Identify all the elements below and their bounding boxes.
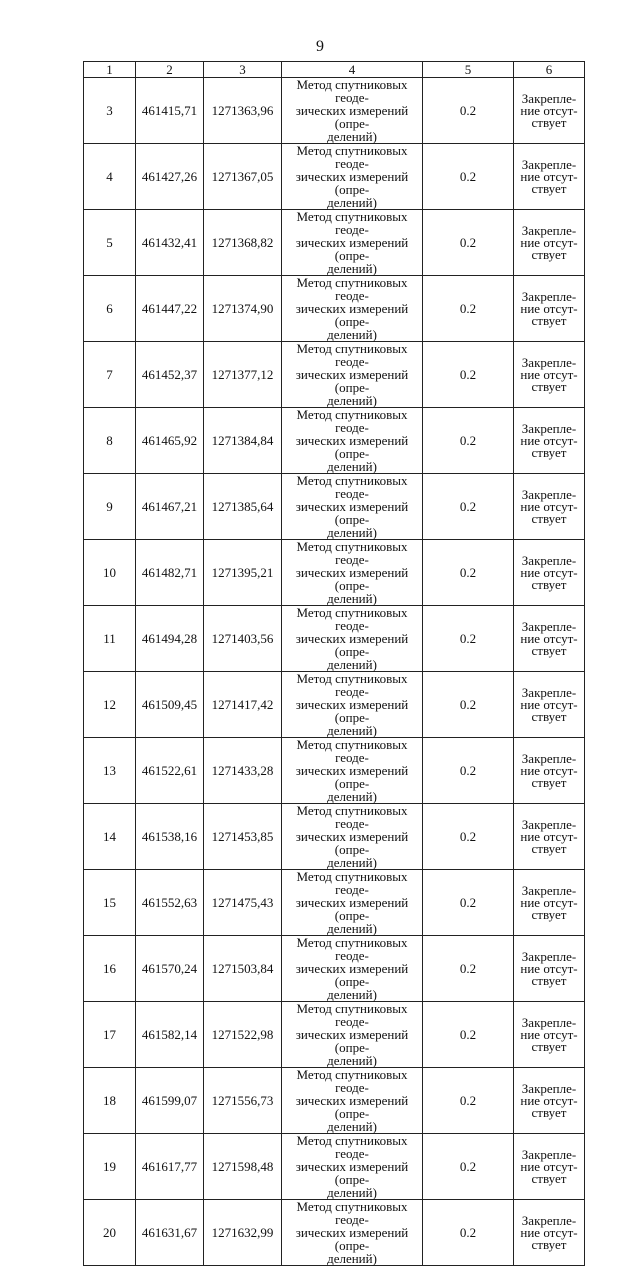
fixing-text-line: Закрепле-: [521, 156, 577, 172]
method-text-line: зических измерений (опре-: [295, 103, 409, 131]
fixing-text-line: ние отсут-: [520, 432, 578, 448]
fixing-cell: [514, 408, 585, 474]
method-text-line: зических измерений (опре-: [295, 1159, 409, 1187]
y-coordinate-cell: 1271395,21: [204, 540, 282, 606]
column-header-3: 3: [204, 62, 282, 78]
method-text-line: Метод спутниковых геоде-: [296, 77, 408, 105]
x-coordinate-cell: 461465,92: [136, 408, 204, 474]
fixing-text-line: ствует: [531, 1104, 567, 1120]
fixing-text-line: Закрепле-: [521, 1080, 577, 1096]
point-number-cell: 8: [84, 408, 136, 474]
column-header-2: 2: [136, 62, 204, 78]
table-row: [84, 78, 585, 144]
method-text-line: Метод спутниковых геоде-: [296, 605, 408, 633]
fixing-text-line: ствует: [531, 180, 567, 196]
accuracy-cell: 0.2: [423, 408, 514, 474]
method-text-line: Метод спутниковых геоде-: [296, 209, 408, 237]
method-text-line: зических измерений (опре-: [295, 499, 409, 527]
fixing-text-line: ствует: [531, 378, 567, 394]
fixing-text-line: ние отсут-: [520, 234, 578, 250]
accuracy-cell: 0.2: [423, 78, 514, 144]
method-text-line: делений): [327, 1053, 377, 1068]
y-coordinate-cell: 1271503,84: [204, 936, 282, 1002]
method-cell: [282, 738, 423, 804]
point-number-cell: 12: [84, 672, 136, 738]
method-cell: [282, 672, 423, 738]
x-coordinate-cell: 461570,24: [136, 936, 204, 1002]
table-row: [84, 936, 585, 1002]
table-row: [84, 540, 585, 606]
fixing-cell: [514, 144, 585, 210]
point-number-cell: 10: [84, 540, 136, 606]
fixing-text-line: ствует: [531, 840, 567, 856]
table-row: [84, 342, 585, 408]
table-row: [84, 408, 585, 474]
fixing-text-line: Закрепле-: [521, 948, 577, 964]
accuracy-cell: 0.2: [423, 804, 514, 870]
method-text-line: делений): [327, 195, 377, 210]
method-text-line: Метод спутниковых геоде-: [296, 275, 408, 303]
fixing-text-line: ние отсут-: [520, 828, 578, 844]
y-coordinate-cell: 1271433,28: [204, 738, 282, 804]
point-number-cell: 4: [84, 144, 136, 210]
point-number-cell: 7: [84, 342, 136, 408]
point-number-cell: 5: [84, 210, 136, 276]
fixing-text-line: ние отсут-: [520, 630, 578, 646]
method-text-line: делений): [327, 393, 377, 408]
x-coordinate-cell: 461482,71: [136, 540, 204, 606]
fixing-text-line: ние отсут-: [520, 1026, 578, 1042]
method-text-line: Метод спутниковых геоде-: [296, 1067, 408, 1095]
table-row: [84, 1200, 585, 1266]
column-header-6: 6: [514, 62, 585, 78]
method-text-line: Метод спутниковых геоде-: [296, 803, 408, 831]
x-coordinate-cell: 461582,14: [136, 1002, 204, 1068]
method-text-line: зических измерений (опре-: [295, 1093, 409, 1121]
method-text-line: Метод спутниковых геоде-: [296, 935, 408, 963]
method-cell: [282, 936, 423, 1002]
table-row: [84, 606, 585, 672]
fixing-cell: [514, 870, 585, 936]
fixing-cell: [514, 1134, 585, 1200]
x-coordinate-cell: 461447,22: [136, 276, 204, 342]
fixing-text-line: ствует: [531, 246, 567, 262]
table-row: [84, 1068, 585, 1134]
y-coordinate-cell: 1271417,42: [204, 672, 282, 738]
x-coordinate-cell: 461538,16: [136, 804, 204, 870]
fixing-text-line: ствует: [531, 510, 567, 526]
method-text-line: делений): [327, 129, 377, 144]
fixing-cell: [514, 804, 585, 870]
fixing-text-line: ние отсут-: [520, 762, 578, 778]
fixing-text-line: ние отсут-: [520, 366, 578, 382]
y-coordinate-cell: 1271556,73: [204, 1068, 282, 1134]
method-text-line: делений): [327, 657, 377, 672]
method-cell: [282, 1134, 423, 1200]
fixing-text-line: ние отсут-: [520, 894, 578, 910]
table-row: [84, 144, 585, 210]
fixing-cell: [514, 672, 585, 738]
fixing-text-line: ние отсут-: [520, 696, 578, 712]
method-text-line: делений): [327, 1185, 377, 1200]
point-number-cell: 18: [84, 1068, 136, 1134]
fixing-text-line: ствует: [531, 1170, 567, 1186]
method-cell: [282, 78, 423, 144]
fixing-text-line: ствует: [531, 114, 567, 130]
point-number-cell: 20: [84, 1200, 136, 1266]
fixing-text-line: ние отсут-: [520, 564, 578, 580]
fixing-cell: [514, 1002, 585, 1068]
method-cell: [282, 144, 423, 210]
method-text-line: зических измерений (опре-: [295, 565, 409, 593]
x-coordinate-cell: 461415,71: [136, 78, 204, 144]
method-text-line: делений): [327, 789, 377, 804]
fixing-text-line: ствует: [531, 576, 567, 592]
fixing-text-line: Закрепле-: [521, 486, 577, 502]
point-number-cell: 15: [84, 870, 136, 936]
method-text-line: Метод спутниковых геоде-: [296, 407, 408, 435]
accuracy-cell: 0.2: [423, 1134, 514, 1200]
method-text-line: Метод спутниковых геоде-: [296, 869, 408, 897]
fixing-cell: [514, 738, 585, 804]
fixing-text-line: ствует: [531, 1038, 567, 1054]
y-coordinate-cell: 1271522,98: [204, 1002, 282, 1068]
fixing-text-line: ние отсут-: [520, 1092, 578, 1108]
coordinates-table: [83, 61, 585, 1266]
fixing-text-line: Закрепле-: [521, 1212, 577, 1228]
accuracy-cell: 0.2: [423, 1002, 514, 1068]
fixing-cell: [514, 1068, 585, 1134]
method-text-line: Метод спутниковых геоде-: [296, 671, 408, 699]
fixing-text-line: Закрепле-: [521, 420, 577, 436]
fixing-cell: [514, 936, 585, 1002]
accuracy-cell: 0.2: [423, 606, 514, 672]
method-text-line: зических измерений (опре-: [295, 763, 409, 791]
method-cell: [282, 606, 423, 672]
table-row: [84, 474, 585, 540]
accuracy-cell: 0.2: [423, 342, 514, 408]
fixing-text-line: ствует: [531, 972, 567, 988]
fixing-text-line: Закрепле-: [521, 222, 577, 238]
fixing-cell: [514, 342, 585, 408]
table-header-row: [84, 62, 585, 78]
method-cell: [282, 210, 423, 276]
fixing-text-line: Закрепле-: [521, 1014, 577, 1030]
fixing-text-line: Закрепле-: [521, 354, 577, 370]
x-coordinate-cell: 461509,45: [136, 672, 204, 738]
y-coordinate-cell: 1271385,64: [204, 474, 282, 540]
method-cell: [282, 870, 423, 936]
fixing-text-line: ние отсут-: [520, 1224, 578, 1240]
method-text-line: делений): [327, 987, 377, 1002]
fixing-text-line: Закрепле-: [521, 1146, 577, 1162]
fixing-cell: [514, 1200, 585, 1266]
x-coordinate-cell: 461452,37: [136, 342, 204, 408]
method-text-line: делений): [327, 855, 377, 870]
table-body: [84, 62, 585, 1266]
method-text-line: Метод спутниковых геоде-: [296, 1001, 408, 1029]
method-cell: [282, 1068, 423, 1134]
fixing-cell: [514, 540, 585, 606]
fixing-cell: [514, 210, 585, 276]
accuracy-cell: 0.2: [423, 672, 514, 738]
fixing-text-line: Закрепле-: [521, 816, 577, 832]
point-number-cell: 13: [84, 738, 136, 804]
column-header-1: 1: [84, 62, 136, 78]
accuracy-cell: 0.2: [423, 738, 514, 804]
method-text-line: делений): [327, 459, 377, 474]
x-coordinate-cell: 461599,07: [136, 1068, 204, 1134]
method-text-line: Метод спутниковых геоде-: [296, 1133, 408, 1161]
point-number-cell: 16: [84, 936, 136, 1002]
accuracy-cell: 0.2: [423, 474, 514, 540]
fixing-text-line: Закрепле-: [521, 684, 577, 700]
method-cell: [282, 276, 423, 342]
point-number-cell: 19: [84, 1134, 136, 1200]
point-number-cell: 6: [84, 276, 136, 342]
fixing-cell: [514, 78, 585, 144]
point-number-cell: 11: [84, 606, 136, 672]
method-text-line: делений): [327, 525, 377, 540]
method-text-line: Метод спутниковых геоде-: [296, 737, 408, 765]
page-number: 9: [316, 38, 324, 55]
method-text-line: зических измерений (опре-: [295, 301, 409, 329]
table-row: [84, 738, 585, 804]
point-number-cell: 3: [84, 78, 136, 144]
accuracy-cell: 0.2: [423, 1200, 514, 1266]
method-cell: [282, 804, 423, 870]
method-text-line: зических измерений (опре-: [295, 631, 409, 659]
method-text-line: зических измерений (опре-: [295, 697, 409, 725]
method-text-line: зических измерений (опре-: [295, 235, 409, 263]
method-text-line: Метод спутниковых геоде-: [296, 143, 408, 171]
fixing-text-line: ние отсут-: [520, 1158, 578, 1174]
point-number-cell: 14: [84, 804, 136, 870]
table-row: [84, 1002, 585, 1068]
fixing-text-line: ствует: [531, 708, 567, 724]
method-text-line: Метод спутниковых геоде-: [296, 341, 408, 369]
table-row: [84, 276, 585, 342]
x-coordinate-cell: 461427,26: [136, 144, 204, 210]
accuracy-cell: 0.2: [423, 1068, 514, 1134]
method-text-line: зических измерений (опре-: [295, 961, 409, 989]
x-coordinate-cell: 461432,41: [136, 210, 204, 276]
fixing-text-line: ствует: [531, 642, 567, 658]
fixing-text-line: Закрепле-: [521, 288, 577, 304]
y-coordinate-cell: 1271475,43: [204, 870, 282, 936]
fixing-text-line: ствует: [531, 774, 567, 790]
column-header-5: 5: [423, 62, 514, 78]
fixing-text-line: ствует: [531, 312, 567, 328]
point-number-cell: 17: [84, 1002, 136, 1068]
method-cell: [282, 342, 423, 408]
column-header-4: 4: [282, 62, 423, 78]
accuracy-cell: 0.2: [423, 276, 514, 342]
fixing-cell: [514, 474, 585, 540]
method-text-line: делений): [327, 327, 377, 342]
accuracy-cell: 0.2: [423, 210, 514, 276]
y-coordinate-cell: 1271403,56: [204, 606, 282, 672]
method-text-line: зических измерений (опре-: [295, 1027, 409, 1055]
accuracy-cell: 0.2: [423, 540, 514, 606]
fixing-text-line: ние отсут-: [520, 498, 578, 514]
method-text-line: делений): [327, 1251, 377, 1266]
fixing-text-line: ствует: [531, 906, 567, 922]
y-coordinate-cell: 1271363,96: [204, 78, 282, 144]
fixing-text-line: ствует: [531, 444, 567, 460]
x-coordinate-cell: 461552,63: [136, 870, 204, 936]
method-text-line: делений): [327, 591, 377, 606]
method-text-line: зических измерений (опре-: [295, 367, 409, 395]
method-cell: [282, 474, 423, 540]
y-coordinate-cell: 1271377,12: [204, 342, 282, 408]
method-text-line: делений): [327, 261, 377, 276]
method-text-line: Метод спутниковых геоде-: [296, 539, 408, 567]
method-text-line: зических измерений (опре-: [295, 829, 409, 857]
fixing-text-line: ние отсут-: [520, 960, 578, 976]
fixing-cell: [514, 276, 585, 342]
table-row: [84, 870, 585, 936]
method-cell: [282, 1002, 423, 1068]
fixing-text-line: Закрепле-: [521, 882, 577, 898]
method-text-line: Метод спутниковых геоде-: [296, 473, 408, 501]
fixing-text-line: ние отсут-: [520, 300, 578, 316]
x-coordinate-cell: 461631,67: [136, 1200, 204, 1266]
table-row: [84, 804, 585, 870]
accuracy-cell: 0.2: [423, 144, 514, 210]
method-text-line: делений): [327, 723, 377, 738]
x-coordinate-cell: 461522,61: [136, 738, 204, 804]
method-text-line: зических измерений (опре-: [295, 1225, 409, 1253]
y-coordinate-cell: 1271374,90: [204, 276, 282, 342]
x-coordinate-cell: 461467,21: [136, 474, 204, 540]
method-cell: [282, 408, 423, 474]
fixing-text-line: ствует: [531, 1236, 567, 1252]
method-text-line: зических измерений (опре-: [295, 895, 409, 923]
y-coordinate-cell: 1271632,99: [204, 1200, 282, 1266]
x-coordinate-cell: 461617,77: [136, 1134, 204, 1200]
method-cell: [282, 540, 423, 606]
method-text-line: зических измерений (опре-: [295, 169, 409, 197]
point-number-cell: 9: [84, 474, 136, 540]
table-row: [84, 210, 585, 276]
y-coordinate-cell: 1271367,05: [204, 144, 282, 210]
accuracy-cell: 0.2: [423, 870, 514, 936]
method-text-line: зических измерений (опре-: [295, 433, 409, 461]
fixing-text-line: ние отсут-: [520, 168, 578, 184]
y-coordinate-cell: 1271368,82: [204, 210, 282, 276]
method-text-line: делений): [327, 921, 377, 936]
table-row: [84, 672, 585, 738]
fixing-text-line: Закрепле-: [521, 90, 577, 106]
fixing-text-line: Закрепле-: [521, 618, 577, 634]
method-text-line: делений): [327, 1119, 377, 1134]
fixing-cell: [514, 606, 585, 672]
method-text-line: Метод спутниковых геоде-: [296, 1199, 408, 1227]
fixing-text-line: Закрепле-: [521, 552, 577, 568]
y-coordinate-cell: 1271453,85: [204, 804, 282, 870]
y-coordinate-cell: 1271598,48: [204, 1134, 282, 1200]
table-row: [84, 1134, 585, 1200]
accuracy-cell: 0.2: [423, 936, 514, 1002]
fixing-text-line: ние отсут-: [520, 102, 578, 118]
x-coordinate-cell: 461494,28: [136, 606, 204, 672]
method-cell: [282, 1200, 423, 1266]
fixing-text-line: Закрепле-: [521, 750, 577, 766]
y-coordinate-cell: 1271384,84: [204, 408, 282, 474]
